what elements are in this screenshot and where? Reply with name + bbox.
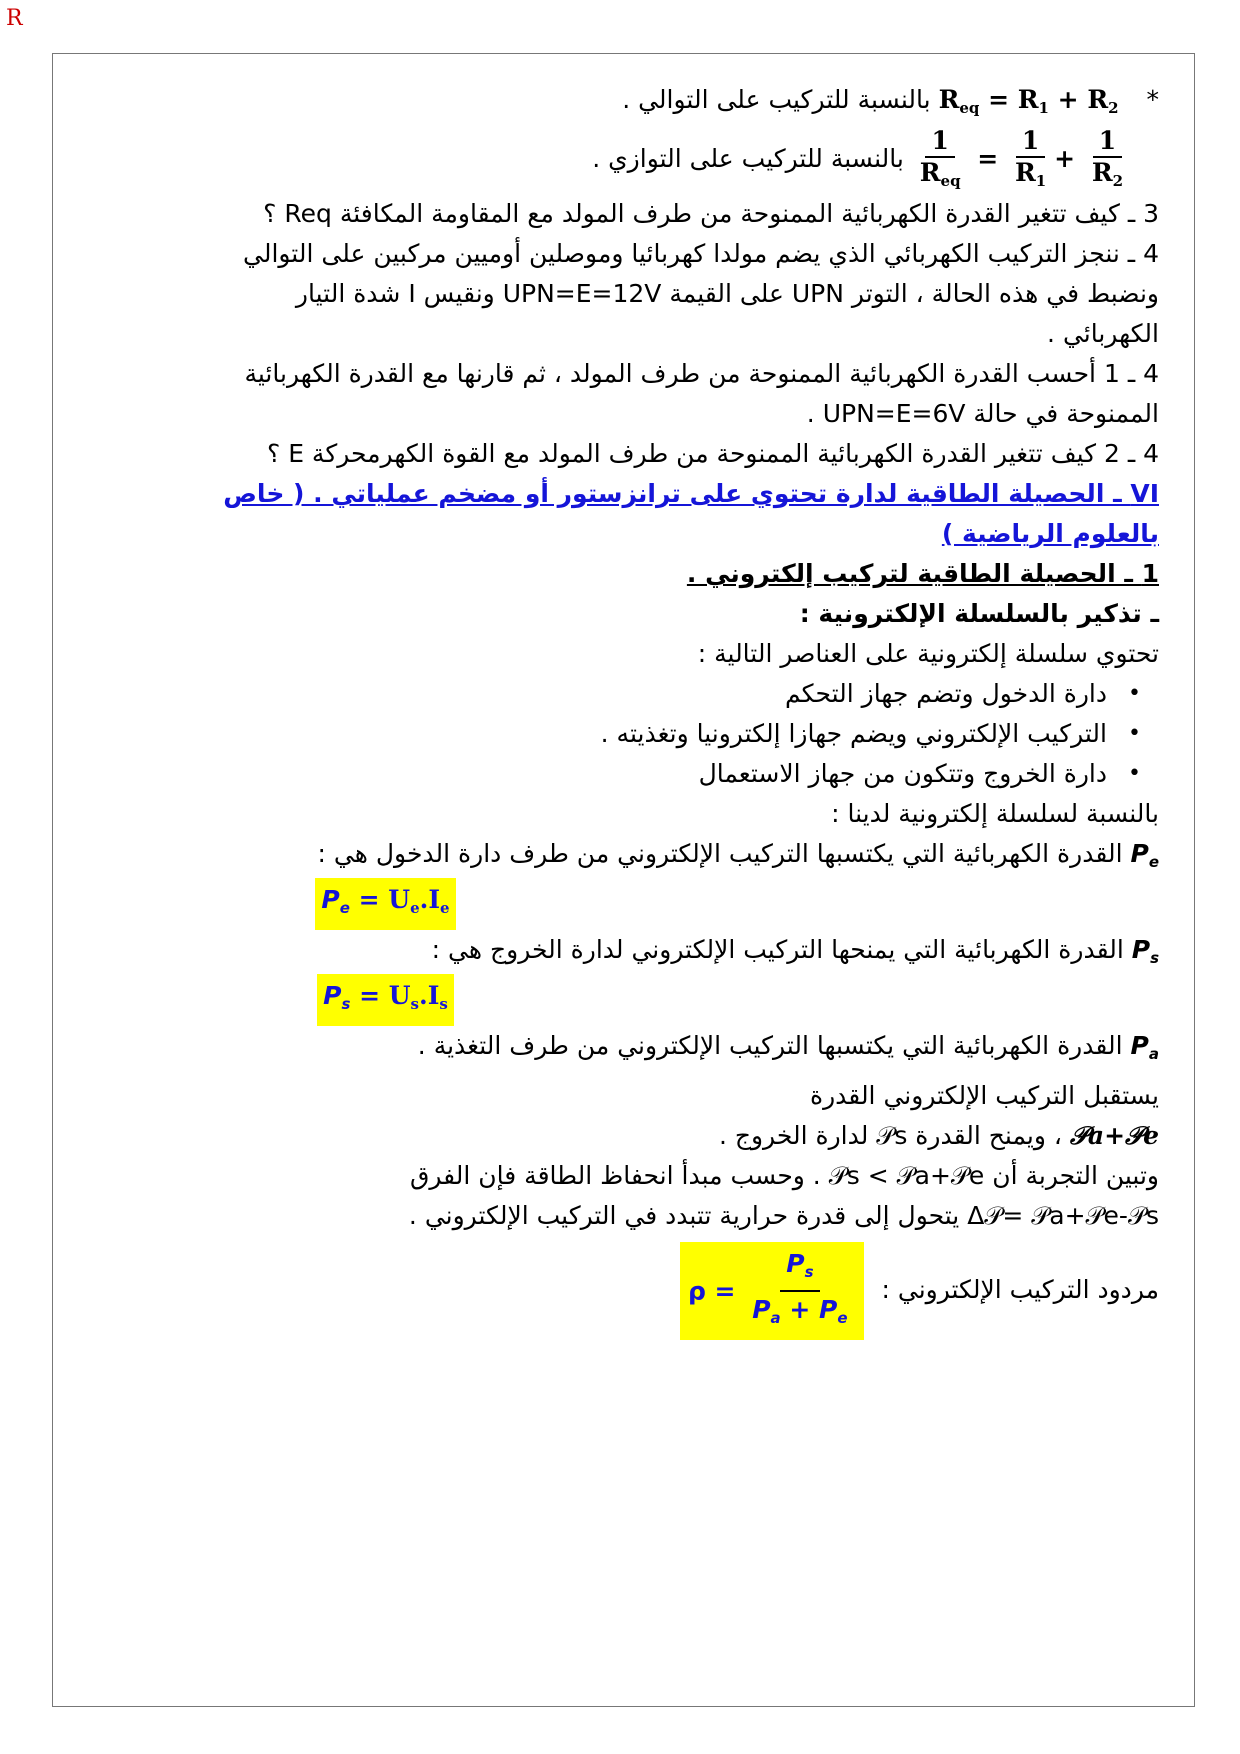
chain-for: بالنسبة لسلسلة إلكترونية لدينا : xyxy=(831,799,1159,828)
ps-formula-row xyxy=(92,974,1159,1026)
section-1-title: 1 ـ الحصيلة الطاقية لتركيب إلكتروني . xyxy=(686,559,1159,588)
yield-formula: ρ = $\frac{P_s}{P_a + P_e}$ xyxy=(680,1242,864,1340)
corner-mark: R xyxy=(6,6,23,31)
gives-line xyxy=(92,1116,1159,1156)
series-text: بالنسبة للتركيب على التوالي . xyxy=(622,85,931,114)
parallel-formula: $\frac{1}{R_{eq}}$ = $\frac{1}{R_1}$ + $\frac{1}{R_2}$ xyxy=(919,125,1124,190)
gives-sum: 𝒫a+𝒫e xyxy=(1069,1121,1159,1150)
question-4-line2: ونضبط في هذه الحالة ، التوتر UPN على القيمة UPN=E=12V ونقيس I شدة التيار xyxy=(295,279,1159,308)
ps-line: $P_s$ القدرة الكهربائية التي يمنحها التركيب الإلكتروني لدارة الخروج هي : xyxy=(431,935,1159,967)
pa-line: $P_a$ القدرة الكهربائية التي يكتسبها التركيب الإلكتروني من طرف التغذية . xyxy=(417,1031,1159,1063)
question-4-1-line2: الممنوحة في حالة UPN=E=6V . xyxy=(806,399,1159,428)
series-star: * xyxy=(1146,85,1159,114)
question-3: 3 ـ كيف تتغير القدرة الكهربائية الممنوحة من طرف المولد مع المقاومة المكافئة Req ؟ xyxy=(263,199,1159,228)
list-item: • التركيب الإلكتروني ويضم جهازا إلكترونيا وتغذيته . xyxy=(92,714,1107,754)
receives-line: يستقبل التركيب الإلكتروني القدرة xyxy=(810,1081,1159,1110)
yield-text: مردود التركيب الإلكتروني : xyxy=(881,1275,1159,1304)
yield-line xyxy=(92,1242,1159,1338)
experiment-line: وتبين التجربة أن 𝒫s < 𝒫a+𝒫e . وحسب مبدأ انحفاظ الطاقة فإن الفرق xyxy=(409,1161,1159,1190)
document-body xyxy=(92,80,1159,1338)
list-item: • دارة الدخول وتضم جهاز التحكم xyxy=(92,674,1107,714)
chain-intro: تحتوي سلسلة إلكترونية على العناصر التالية : xyxy=(697,639,1159,668)
series-formula: $R_{eq} = R_1 + R_2$ xyxy=(938,85,1119,117)
pe-formula-row xyxy=(92,878,1159,930)
reminder-title: ـ تذكير بالسلسلة الإلكترونية : xyxy=(799,599,1159,628)
question-4-2: 4 ـ 2 كيف تتغير القدرة الكهربائية الممنوحة من طرف المولد مع القوة الكهرمحركة E ؟ xyxy=(266,439,1159,468)
pe-formula: $P_e = U_e.I_e$ xyxy=(315,878,455,930)
pe-text: القدرة الكهربائية التي يكتسبها التركيب الإلكتروني من طرف دارة الدخول هي : xyxy=(317,839,1123,868)
parallel-text: بالنسبة للتركيب على التوازي . xyxy=(592,144,904,173)
series-line xyxy=(92,80,1159,124)
chain-elements-list xyxy=(92,674,1159,794)
gives-text: ، ويمنح القدرة 𝒫s لدارة الخروج . xyxy=(718,1121,1062,1150)
question-4-1-line1: 4 ـ 1 أحسب القدرة الكهربائية الممنوحة من طرف المولد ، ثم قارنها مع القدرة الكهربائية xyxy=(244,359,1159,388)
section-vi-title-line2: بالعلوم الرياضية ) xyxy=(941,519,1159,548)
question-4-line3: الكهربائي . xyxy=(1047,319,1159,348)
ps-text: القدرة الكهربائية التي يمنحها التركيب الإلكتروني لدارة الخروج هي : xyxy=(431,935,1124,964)
list-item: • دارة الخروج وتتكون من جهاز الاستعمال xyxy=(92,754,1107,794)
pa-text: القدرة الكهربائية التي يكتسبها التركيب الإلكتروني من طرف التغذية . xyxy=(417,1031,1123,1060)
delta-line: Δ𝒫= 𝒫a+𝒫e-𝒫s يتحول إلى قدرة حرارية تتبدد في التركيب الإلكتروني . xyxy=(408,1201,1159,1230)
ps-formula: $P_s = U_s.I_s$ xyxy=(317,974,454,1026)
parallel-line xyxy=(92,124,1159,194)
pe-line: $P_e$ القدرة الكهربائية التي يكتسبها التركيب الإلكتروني من طرف دارة الدخول هي : xyxy=(317,839,1159,871)
section-vi-title-line1: VI ـ الحصيلة الطاقية لدارة تحتوي على ترانزستور أو مضخم عملياتي . ( خاص xyxy=(223,479,1159,508)
question-4-line1: 4 ـ ننجز التركيب الكهربائي الذي يضم مولدا كهربائيا وموصلين أوميين مركبين على التوالي xyxy=(242,239,1159,268)
